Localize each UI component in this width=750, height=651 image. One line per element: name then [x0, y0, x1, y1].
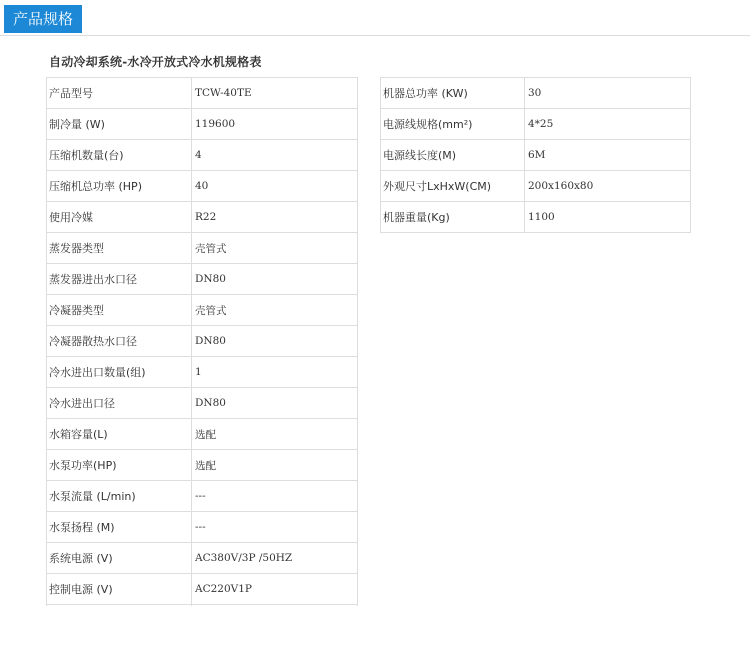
table-row	[47, 295, 358, 326]
spec-value: ---	[192, 512, 358, 543]
spec-value: DN80	[192, 388, 358, 419]
table-row	[47, 109, 358, 140]
spec-table-right	[380, 77, 691, 233]
spec-label: 制冷量 (W)	[47, 109, 192, 140]
spec-label: 蒸发器类型	[47, 233, 192, 264]
spec-value: 1	[192, 357, 358, 388]
section-tab: 产品规格	[4, 5, 82, 33]
table-row	[47, 481, 358, 512]
table-row	[47, 450, 358, 481]
table-row	[47, 357, 358, 388]
spec-label: 产品型号	[47, 78, 192, 109]
table-row	[47, 171, 358, 202]
spec-label: 水泵流量 (L/min)	[47, 481, 192, 512]
spec-label: 冷水进出口数量(组)	[47, 357, 192, 388]
table-row	[47, 140, 358, 171]
table-row	[381, 171, 691, 202]
spec-value: 200x160x80	[525, 171, 691, 202]
table-row	[47, 388, 358, 419]
spec-value: DN80	[192, 326, 358, 357]
table-row	[47, 264, 358, 295]
spec-value: 119600	[192, 109, 358, 140]
table-row	[381, 202, 691, 233]
table-row	[381, 109, 691, 140]
spec-table-left	[46, 77, 358, 606]
table-row	[47, 512, 358, 543]
spec-label: 蒸发器进出水口径	[47, 264, 192, 295]
spec-label: 压缩机数量(台)	[47, 140, 192, 171]
empty-cell	[192, 605, 358, 607]
spec-value: 30	[525, 78, 691, 109]
section-header	[0, 5, 750, 36]
spec-label: 电源线长度(M)	[381, 140, 525, 171]
spec-value: R22	[192, 202, 358, 233]
spec-value: 壳管式	[192, 295, 358, 326]
spec-value: 4*25	[525, 109, 691, 140]
spec-label: 外观尺寸LxHxW(CM)	[381, 171, 525, 202]
table-row	[47, 233, 358, 264]
spec-value: ---	[192, 481, 358, 512]
spec-value: 40	[192, 171, 358, 202]
spec-label: 使用冷媒	[47, 202, 192, 233]
table-row	[47, 574, 358, 605]
spec-label: 机器总功率 (KW)	[381, 78, 525, 109]
spec-label: 压缩机总功率 (HP)	[47, 171, 192, 202]
spec-label: 水泵功率(HP)	[47, 450, 192, 481]
spec-value: 6M	[525, 140, 691, 171]
table-row	[47, 326, 358, 357]
spec-label: 系统电源 (V)	[47, 543, 192, 574]
spec-value: 壳管式	[192, 233, 358, 264]
spec-label: 机器重量(Kg)	[381, 202, 525, 233]
table-row	[381, 140, 691, 171]
spec-label: 冷凝器类型	[47, 295, 192, 326]
spec-value: 选配	[192, 450, 358, 481]
table-row-empty	[47, 605, 358, 607]
spec-value: AC220V1P	[192, 574, 358, 605]
empty-cell	[47, 605, 192, 607]
spec-value: 4	[192, 140, 358, 171]
table-row	[47, 78, 358, 109]
table-row	[47, 419, 358, 450]
spec-value: DN80	[192, 264, 358, 295]
table-title: 自动冷却系统-水冷开放式冷水机规格表	[49, 55, 262, 69]
table-row	[47, 202, 358, 233]
spec-value: AC380V/3P /50HZ	[192, 543, 358, 574]
spec-label: 水泵扬程 (M)	[47, 512, 192, 543]
spec-value: 1100	[525, 202, 691, 233]
table-row	[47, 543, 358, 574]
spec-label: 冷凝器散热水口径	[47, 326, 192, 357]
spec-label: 控制电源 (V)	[47, 574, 192, 605]
table-row	[381, 78, 691, 109]
spec-label: 冷水进出口径	[47, 388, 192, 419]
spec-value: TCW-40TE	[192, 78, 358, 109]
spec-value: 选配	[192, 419, 358, 450]
spec-label: 水箱容量(L)	[47, 419, 192, 450]
spec-label: 电源线规格(mm²)	[381, 109, 525, 140]
